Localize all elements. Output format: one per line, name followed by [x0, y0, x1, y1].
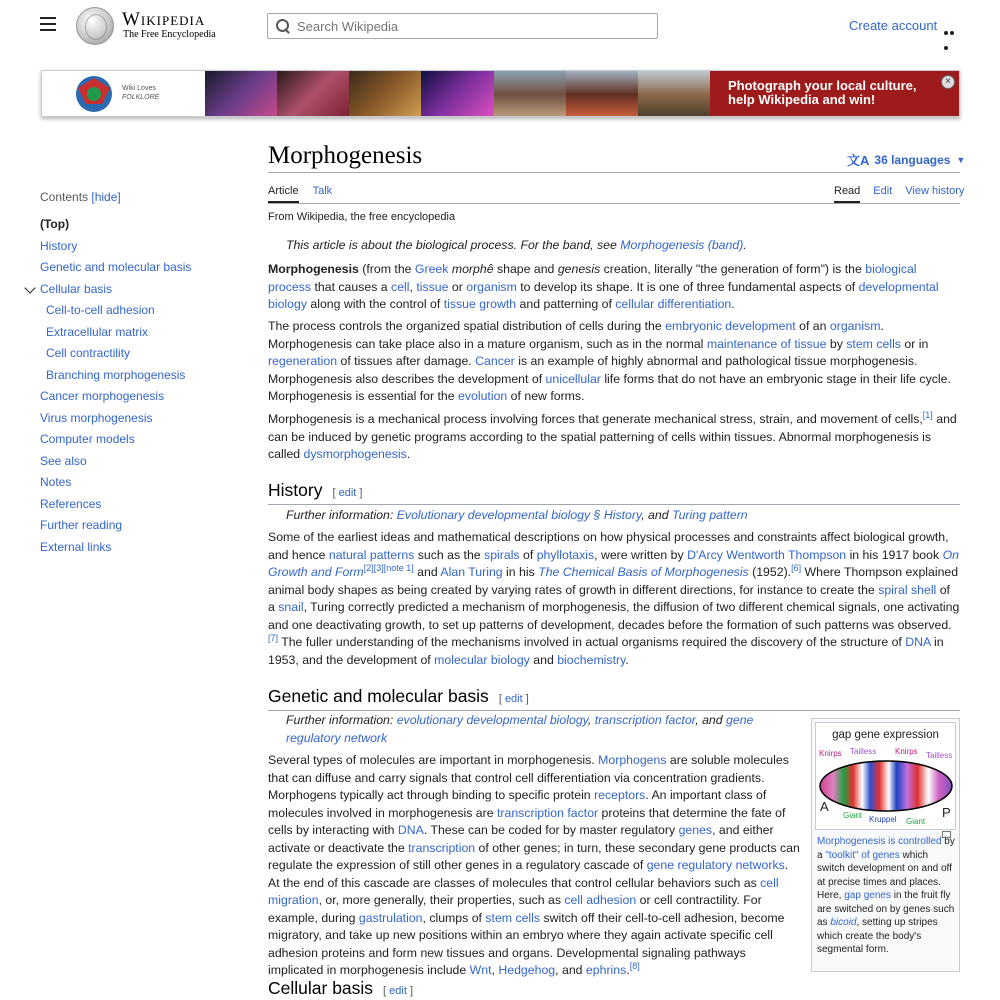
create-account-link[interactable]: Create account: [849, 18, 938, 33]
language-button[interactable]: [847, 150, 965, 169]
label-giant-1: Giant: [843, 811, 863, 820]
title-divider: [268, 172, 960, 173]
translate-icon: 文A: [847, 153, 870, 168]
section-heading-genetic-molecular-basis: Genetic and molecular basis [ edit ]: [268, 686, 960, 711]
gap-gene-image[interactable]: [815, 722, 956, 830]
toc-item-references[interactable]: References: [40, 496, 102, 511]
toc-hide-link[interactable]: [hide]: [91, 190, 121, 204]
toc-item-cellular-basis[interactable]: Cellular basis: [40, 281, 113, 296]
label-tailless-1: Tailless: [850, 747, 877, 756]
toc-item-cell-to-cell-adhesion[interactable]: Cell-to-cell adhesion: [46, 303, 155, 317]
genetic-paragraph: Several types of molecules are important in morphogenesis. Morphogens are soluble molecules that can diffuse and carry signals that control cell differentiation via concentration gradients. Morphogens typically act through binding to specific protein receptors. An important class of molecules involved in morphogenesis are transcription factor proteins that determine the fate of cells by interacting with DNA. These can be coded for by master regulatory genes, and either activate or deactivate the transcription of other genes; in turn, these secondary gene products can regulate the expression of still other genes in a regulatory cascade of gene regulatory networks. At the end of this cascade are classes of molecules that control cellular behaviors such as cell migration, or, more generally, their properties, such as cell adhesion or cell contractility. For example, during gastrulation, clumps of stem cells switch off their cell-to-cell adhesion, become migratory, and take up new positions within an embryo where they again activate specific cell adhesion proteins and form new tissues and organs. Developmental signaling pathways implicated in morphogenesis include Wnt, Hedgehog, and ephrins.[8]: [268, 753, 800, 977]
view-tabs: [834, 185, 964, 203]
edit-section-link[interactable]: edit: [338, 487, 357, 499]
campaign-banner[interactable]: [41, 70, 960, 117]
anterior-label: A: [820, 799, 829, 814]
banner-close-icon[interactable]: ×: [941, 75, 955, 89]
wikipedia-wordmark[interactable]: Wikipedia: [122, 9, 206, 30]
banner-logo-line2: FOLKLORE: [122, 94, 160, 101]
tab-edit[interactable]: Edit: [873, 185, 893, 197]
embryo-stripes-diagram: [819, 759, 953, 813]
site-subtitle: From Wikipedia, the free encyclopedia: [268, 211, 456, 223]
wikipedia-globe-logo[interactable]: [76, 7, 114, 45]
section-heading-cellular-basis: Cellular basis [ edit ]: [268, 978, 414, 998]
section-heading-history: History [ edit ]: [268, 480, 960, 505]
label-knirps-1: Knirps: [819, 749, 842, 758]
toc-item-see-also[interactable]: See also: [40, 453, 87, 468]
lead-paragraph-2: The process controls the organized spatial distribution of cells during the embryonic development of an organism. Morphogenesis can take place also in a mature organism, such as in the normal maintenance of tissue by stem cells or in regeneration of tissues after damage. Cancer is an example of highly abnormal and pathological tissue morphogenesis. Morphogenesis also describes the development of unicellular life forms that do not have an embryonic stage in their life cycle. Morphogenesis is essential for the evolution of new forms.: [268, 319, 951, 403]
hatnote: This article is about the biological process. For the band, see Morphogenesis (band).: [286, 238, 747, 252]
toc-item-cell-contractility[interactable]: Cell contractility: [46, 346, 131, 360]
banner-cta-text[interactable]: Photograph your local culture, help Wikipedia and win!: [728, 78, 917, 107]
lead-paragraph-3: Morphogenesis is a mechanical process involving forces that generate mechanical stress, strain, and movement of cells,[1] and can be induced by genetic programs according to the spatial patterning of cells within tissues. Abnormal morphogenesis is called dysmorphogenesis.: [268, 409, 957, 461]
toc-title: Contents: [40, 190, 89, 204]
toc-header: [40, 190, 240, 204]
tab-talk[interactable]: Talk: [312, 185, 333, 197]
search-icon: [276, 19, 290, 33]
toc-item-extracellular-matrix[interactable]: Extracellular matrix: [46, 324, 149, 339]
posterior-label: P: [942, 805, 951, 820]
edit-section-link[interactable]: edit: [504, 693, 523, 705]
banner-logo-line1: Wiki Loves: [122, 85, 156, 92]
hatnote-link[interactable]: Morphogenesis (band): [620, 238, 744, 252]
tab-read[interactable]: Read: [834, 185, 860, 203]
toc-item-virus-morphogenesis[interactable]: Virus morphogenesis: [40, 410, 153, 425]
label-giant-2: Giant: [906, 817, 926, 826]
toc-item-further-reading[interactable]: Further reading: [40, 518, 123, 532]
toc-item-branching-morphogenesis[interactable]: Branching morphogenesis: [46, 367, 186, 382]
further-info-genetic: Further information: evolutionary developmental biology, transcription factor, and gene regulatory network: [286, 713, 754, 745]
label-tailless-2: Tailless: [926, 751, 953, 760]
chevron-down-icon[interactable]: [24, 282, 35, 293]
enlarge-icon[interactable]: [942, 831, 951, 838]
toc-item-top[interactable]: (Top): [40, 217, 70, 231]
label-kruppel: Kruppel: [869, 815, 897, 824]
figure-caption: Morphogenesis is controlled by a "toolkit" of genes which switch development on and off at precise times and places. Here, gap genes in the fruit fly are switched on by genes such as bicoid, setting up stripes which create the body's segmental form.: [817, 836, 955, 955]
lead-paragraph-1: Morphogenesis (from the Greek morphê shape and genesis creation, literally "the generation of form") is the biological process that causes a cell, tissue or organism to develop its shape. It is one of three fundamental aspects of developmental biology along with the control of tissue growth and patterning of cellular differentiation.: [268, 262, 939, 311]
wiki-loves-folklore-logo: [72, 74, 116, 114]
search-input[interactable]: [297, 19, 637, 34]
toc-item-genetic-molecular-basis[interactable]: Genetic and molecular basis: [40, 260, 192, 274]
further-info-history: Further information: Evolutionary developmental biology § History, and Turing pattern: [286, 508, 748, 522]
edit-section-link[interactable]: edit: [389, 985, 407, 997]
toc-item-computer-models[interactable]: Computer models: [40, 432, 135, 446]
language-count: 36 languages: [874, 152, 951, 167]
figure-image-title: gap gene expression: [832, 729, 939, 741]
namespace-tabs: [268, 185, 332, 203]
wikipedia-tagline: The Free Encyclopedia: [123, 29, 216, 40]
toc-item-external-links[interactable]: External links: [40, 539, 112, 554]
chevron-down-icon: ▼: [956, 154, 966, 165]
more-options-icon[interactable]: [944, 23, 960, 27]
gap-gene-figure: [811, 718, 960, 972]
toc-item-cancer-morphogenesis[interactable]: Cancer morphogenesis: [40, 389, 165, 403]
main-menu-icon[interactable]: [40, 17, 56, 31]
banner-photo-strip: [205, 71, 710, 117]
toc-item-notes[interactable]: Notes: [40, 475, 72, 489]
page-title: Morphogenesis: [268, 142, 423, 169]
history-paragraph: Some of the earliest ideas and mathematical descriptions on how physical processes and constraints affect biological growth, and hence natural patterns such as the spirals of phyllotaxis, were written by D'Arcy Wentworth Thompson in his 1917 book On Growth and Form[2][3][note 1] and Alan Turing in his The Chemical Basis of Morphogenesis (1952).[6] Where Thompson explained animal body shapes as being created by varying rates of growth in different directions, for instance to create the spiral shell of a snail, Turing correctly predicted a mechanism of morphogenesis, the diffusion of two different chemical signals, one activating and one deactivating growth, to set up patterns of development, decades before the formation of such patterns was observed.[7] The fuller understanding of the mechanisms involved in actual organisms required the discovery of the structure of DNA in 1953, and the development of molecular biology and biochemistry.: [268, 530, 960, 667]
tab-article[interactable]: Article: [268, 185, 299, 203]
tab-view-history[interactable]: View history: [905, 185, 965, 197]
label-knirps-2: Knirps: [895, 747, 918, 756]
search-box[interactable]: [267, 13, 658, 39]
table-of-contents: [40, 190, 240, 561]
tabs-divider: [268, 203, 960, 204]
toc-item-history[interactable]: History: [40, 238, 78, 253]
